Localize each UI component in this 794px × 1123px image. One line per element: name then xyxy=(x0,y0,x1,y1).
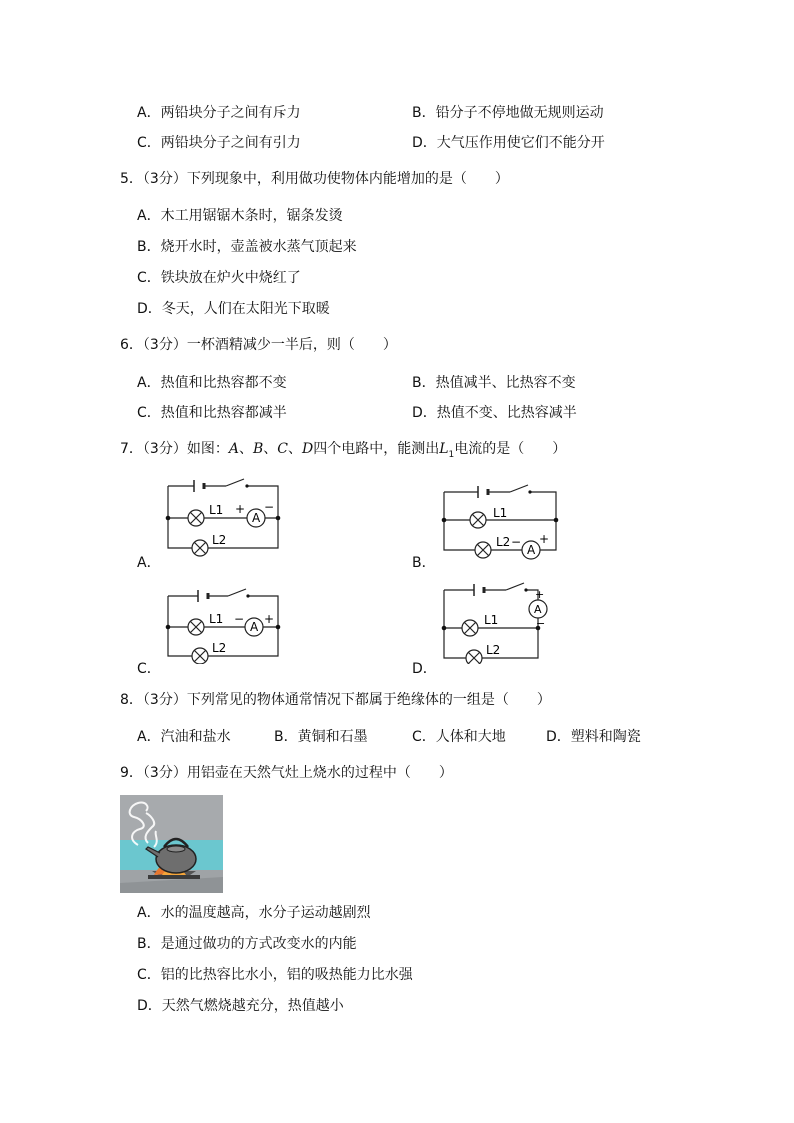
q9-option-d: D．天然气燃烧越充分，热值越小 xyxy=(137,998,344,1014)
ammeter-label: A xyxy=(527,543,536,557)
q6-stem: 6．（3分）一杯酒精减少一半后，则（ ） xyxy=(120,337,397,353)
q6-option-d: D．热值不变、比热容减半 xyxy=(412,405,577,421)
q4-option-d: D．大气压作用使它们不能分开 xyxy=(412,135,605,151)
q7-circuit-b xyxy=(438,480,563,560)
q9-option-a: A．水的温度越高，水分子运动越剧烈 xyxy=(137,905,371,921)
plus-terminal: + xyxy=(264,612,275,626)
q8-option-c: C．人体和大地 xyxy=(412,729,506,745)
lamp2-label: L2 xyxy=(486,643,501,657)
q5-option-d: D．冬天，人们在太阳光下取暖 xyxy=(137,301,330,317)
q6-option-a: A．热值和比热容都不变 xyxy=(137,375,287,391)
q8-option-b: B．黄铜和石墨 xyxy=(274,729,368,745)
q7-circuit-a xyxy=(160,476,285,558)
minus-terminal: − xyxy=(536,617,546,630)
q5-option-c: C．铁块放在炉火中烧红了 xyxy=(137,270,301,286)
q8-option-d: D．塑料和陶瓷 xyxy=(546,729,641,745)
q5-stem: 5．（3分）下列现象中，利用做功使物体内能增加的是（ ） xyxy=(120,171,509,187)
q9-stem: 9．（3分）用铝壶在天然气灶上烧水的过程中（ ） xyxy=(120,765,453,781)
ammeter-label: A xyxy=(534,603,542,616)
q9-option-b: B．是通过做功的方式改变水的内能 xyxy=(137,936,357,952)
q5-option-a: A．木工用锯锯木条时，锯条发烫 xyxy=(137,208,343,224)
q7-option-d-label: D． xyxy=(412,661,437,677)
plus-terminal: + xyxy=(535,588,545,601)
q9-option-c: C．铝的比热容比水小，铝的吸热能力比水强 xyxy=(137,967,413,983)
lamp2-label: L2 xyxy=(212,533,227,547)
lamp1-label: L1 xyxy=(484,613,499,627)
lamp1-label: L1 xyxy=(493,506,508,520)
q7-circuit-d xyxy=(438,580,563,664)
lamp1-label: L1 xyxy=(209,612,224,626)
q5-option-b: B．烧开水时，壶盖被水蒸气顶起来 xyxy=(137,239,357,255)
ammeter-label: A xyxy=(250,620,259,634)
plus-terminal: + xyxy=(539,532,550,546)
q7-stem: 7．（3分）如图：A、B、C、D四个电路中，能测出$L_1$电流的是（ ） xyxy=(120,441,567,460)
q7-option-a-label: A． xyxy=(137,555,161,571)
lamp2-label: L2 xyxy=(212,641,227,655)
q6-option-c: C．热值和比热容都减半 xyxy=(137,405,287,421)
q8-option-a: A．汽油和盐水 xyxy=(137,729,231,745)
q7-option-b-label: B． xyxy=(412,555,436,571)
q6-option-b: B．热值减半、比热容不变 xyxy=(412,375,576,391)
minus-terminal: − xyxy=(511,535,522,549)
q4-option-b: B．铅分子不停地做无规则运动 xyxy=(412,105,604,121)
plus-terminal: + xyxy=(235,502,246,516)
q4-option-a: A．两铅块分子之间有斥力 xyxy=(137,105,301,121)
q7-option-c-label: C． xyxy=(137,661,161,677)
minus-terminal: − xyxy=(234,612,245,626)
q8-stem: 8．（3分）下列常见的物体通常情况下都属于绝缘体的一组是（ ） xyxy=(120,692,551,708)
minus-terminal: − xyxy=(264,500,275,514)
lamp2-label: L2 xyxy=(496,535,511,549)
ammeter-label: A xyxy=(252,511,261,525)
lamp1-label: L1 xyxy=(209,503,224,517)
q7-circuit-c xyxy=(160,584,285,664)
q4-option-c: C．两铅块分子之间有引力 xyxy=(137,135,301,151)
kettle-on-stove-image xyxy=(120,795,223,893)
